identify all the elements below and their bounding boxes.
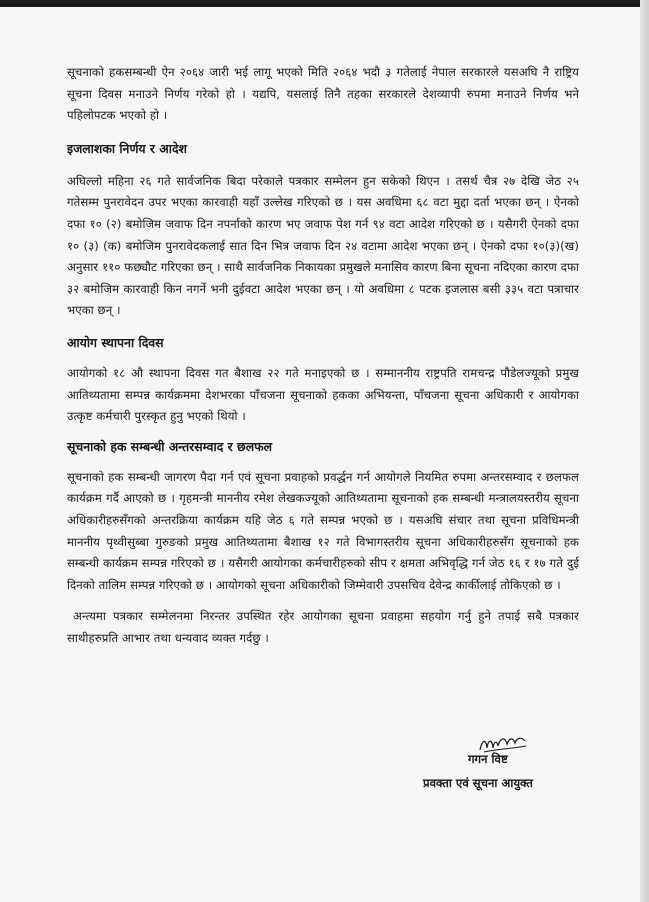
paragraph-closing: अन्त्यमा पत्रकार सम्मेलनमा निरन्तर उपस्थित रहेर आयोगका सूचना प्रवाहमा सहयोग गर्नु हुने तपाई सबै पत्रकार साथीहरुप्रति आभार तथा धन्यवाद व्यक्त गर्दछु । [67, 609, 579, 645]
paragraph-intro: सूचनाको हकसम्बन्धी ऐन २०६४ जारी भई लागू भएको मिति २०६४ भदौ ३ गतेलाई नेपाल सरकारले यसअघि नै राष्ट्रिय सूचना दिवस मनाउने निर्णय गरेको हो । यद्यपि, यसलाई तिनै तहका सरकारले देशव्यापी रुपमा मनाउने निर्णय भने पहिलोपटक भएको हो । [67, 65, 579, 123]
document-body [67, 62, 579, 649]
heading-foundation-day: आयोग स्थापना दिवस [67, 334, 164, 350]
signatory-title: प्रवक्ता एवं सूचना आयुक्त [423, 776, 533, 790]
heading-rti-dialogue: सूचनाको हक सम्बन्धी अन्तरसम्वाद र छलफल [67, 438, 273, 454]
paragraph-bench-decisions: अघिल्लो महिना २६ गते सार्वजनिक बिदा परेकाले पत्रकार सम्मेलन हुन सकेको थिएन । तसर्थ चैत्र २७ देखि जेठ २५ गतेसम्म पुनरावेदन उपर भएका कारवाही यहाँ उल्लेख गरिएको छ । यस अवधिमा ६८ वटा मुद्दा दर्ता भएका छन् । ऐनको दफा १० (२) बमोजिम जवाफ दिन नपर्नाको कारण भए जवाफ पेश गर्न ९४ वटा आदेश गरिएको छ । यसैगरी ऐनको दफा १० (३) (क) बमोजिम पुनरावेदकलाई सात दिन भित्र जवाफ दिन २४ वटामा आदेश भएका छन् । ऐनको दफा १०(३)(ख) अनुसार ११० फछ्यौट गरिएका छन् । साथै सार्वजनिक निकायका प्रमुखले मनासिव कारण बिना सूचना नदिएका कारण दफा ३२ बमोजिम कारवाही किन नगर्ने भनी दुईवटा आदेश भएका छन् । यो अवधिमा ८ पटक इजलास बसी ३३५ वटा पत्राचार भएका छन् । [67, 173, 579, 318]
signatory-name: गगन विष्ट [468, 752, 508, 766]
paragraph-foundation-day: आयोगको १८ औ स्थापना दिवस गत बैशाख २२ गते मनाइएको छ । सम्माननीय राष्ट्रपति रामचन्द्र पौडेलज्यूको प्रमुख आतिथ्यतामा सम्पन्न कार्यक्रममा देशभरका पाँचजना सूचनाको हकका अभियन्ता, पाँचजना सूचना अधिकारी र आयोगका उत्कृष्ट कर्मचारी पुरस्कृत हुनु भएको थियो । [67, 365, 579, 424]
heading-bench-decisions: इजलाशका निर्णय र आदेश [67, 140, 187, 156]
paragraph-rti-dialogue: सूचनाको हक सम्बन्धी जागरण पैदा गर्न एवं सूचना प्रवाहको प्रवर्द्धन गर्न आयोगले नियमित रुपमा अन्तरसम्वाद र छलफल कार्यक्रम गर्दै आएको छ । गृहमन्त्री माननीय रमेश लेखकज्यूको आतिथ्यतामा सूचनाको हक सम्बन्धी मन्त्रालयस्तरीय सूचना अधिकारीहरुसँगको अन्तरक्रिया कार्यक्रम यहि जेठ ६ गते सम्पन्न भएको छ । यसअघि संचार तथा सूचना प्रविधिमन्त्री माननीय पृथ्वीसुब्बा गुरुङको प्रमुख आतिथ्यतामा बैशाख १२ गते विभागस्तरीय सूचना अधिकारीहरुसँग सूचनाको हक सम्बन्धी कार्यक्रम सम्पन्न गरिएको छ । यसैगरी आयोगका कर्मचारीहरुको सीप र क्षमता अभिवृद्धि गर्न जेठ १६ र १७ गते दुई दिनको तालिम सम्पन्न गरिएको छ । आयोगको सूचना अधिकारीको जिम्मेवारी उपसचिव देवेन्द्र कार्कीलाई तोकिएको छ । [67, 469, 579, 592]
top-edge-bar [0, 0, 649, 7]
page-right-edge [640, 0, 649, 902]
